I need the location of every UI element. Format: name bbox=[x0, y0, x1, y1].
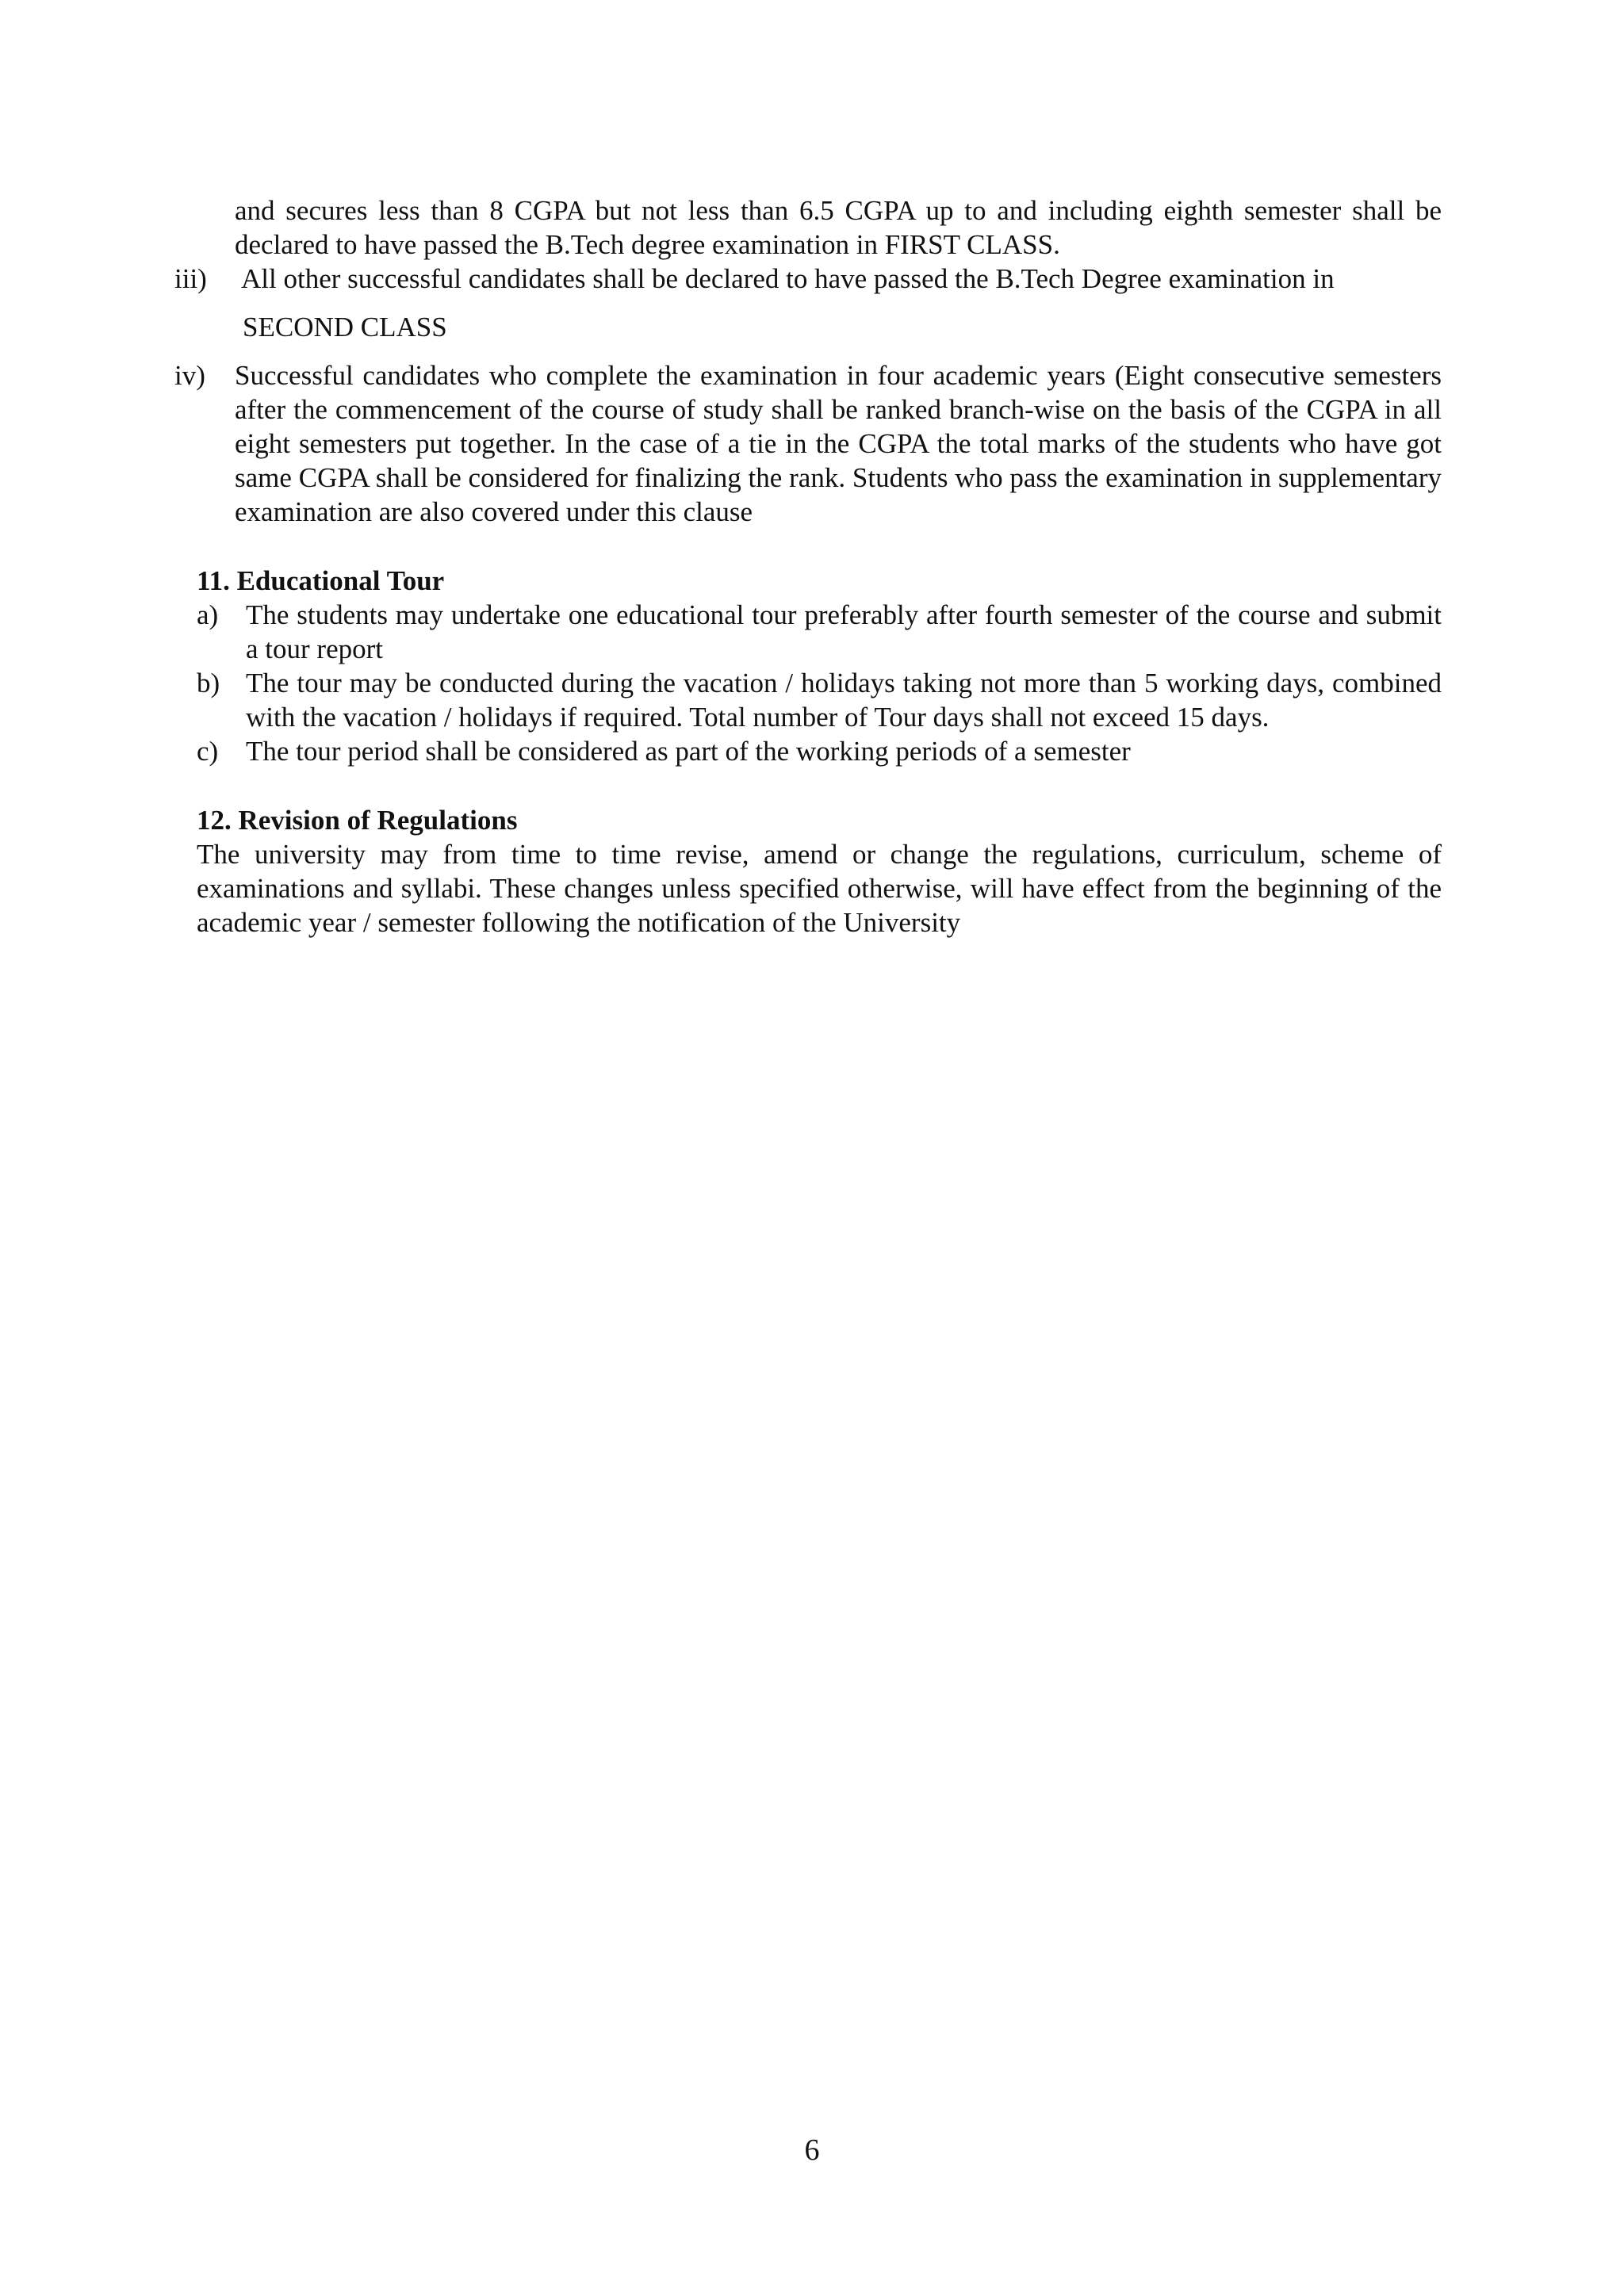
list-marker-iv: iv) bbox=[174, 360, 205, 391]
document-page bbox=[174, 193, 1442, 939]
section-12-heading: 12. Revision of Regulations bbox=[197, 805, 518, 836]
list-text-c: The tour period shall be considered as part of the working periods of a semester bbox=[246, 736, 1131, 767]
page-number: 6 bbox=[804, 2133, 820, 2167]
section-11-heading: 11. Educational Tour bbox=[197, 565, 445, 596]
second-class-label: SECOND CLASS bbox=[243, 312, 447, 342]
first-class-continuation: and secures less than 8 CGPA but not less than 6.5 CGPA up to and including eighth semester shall be declared to have passed the B.Tech degree examination in FIRST CLASS. bbox=[235, 195, 1442, 260]
list-marker-c: c) bbox=[197, 736, 219, 767]
list-marker-iii: iii) bbox=[174, 263, 207, 294]
list-text-b: The tour may be conducted during the vacation / holidays taking not more than 5 working days, combined with the vacation / holidays if required. Total number of Tour days shall not exceed 15 days. bbox=[246, 668, 1442, 733]
list-item-iii bbox=[174, 262, 1442, 296]
list-text-a: The students may undertake one educational tour preferably after fourth semester of the course and submit a tour report bbox=[246, 599, 1442, 664]
list-item-c bbox=[197, 734, 1442, 768]
list-text-iv: Successful candidates who complete the examination in four academic years (Eight consecutive semesters after the commencement of the course of study shall be ranked branch-wise on the basis of the CGPA in all eight semesters put together. In the case of a tie in the CGPA the total marks of the students who have got same CGPA shall be considered for finalizing the rank. Students who pass the examination in supplementary examination are also covered under this clause bbox=[235, 360, 1442, 527]
list-marker-a: a) bbox=[197, 599, 219, 630]
list-text-iii: All other successful candidates shall be declared to have passed the B.Tech Degree examination in bbox=[241, 263, 1335, 294]
list-marker-b: b) bbox=[197, 668, 220, 698]
list-item-a bbox=[197, 598, 1442, 666]
section-12-paragraph: The university may from time to time revise, amend or change the regulations, curriculum, scheme of examinations and syllabi. These changes unless specified otherwise, will have effect from the beginning of the academic year / semester following the notification of the University bbox=[197, 839, 1442, 938]
list-item-iv bbox=[174, 358, 1442, 529]
list-item-b bbox=[197, 666, 1442, 734]
